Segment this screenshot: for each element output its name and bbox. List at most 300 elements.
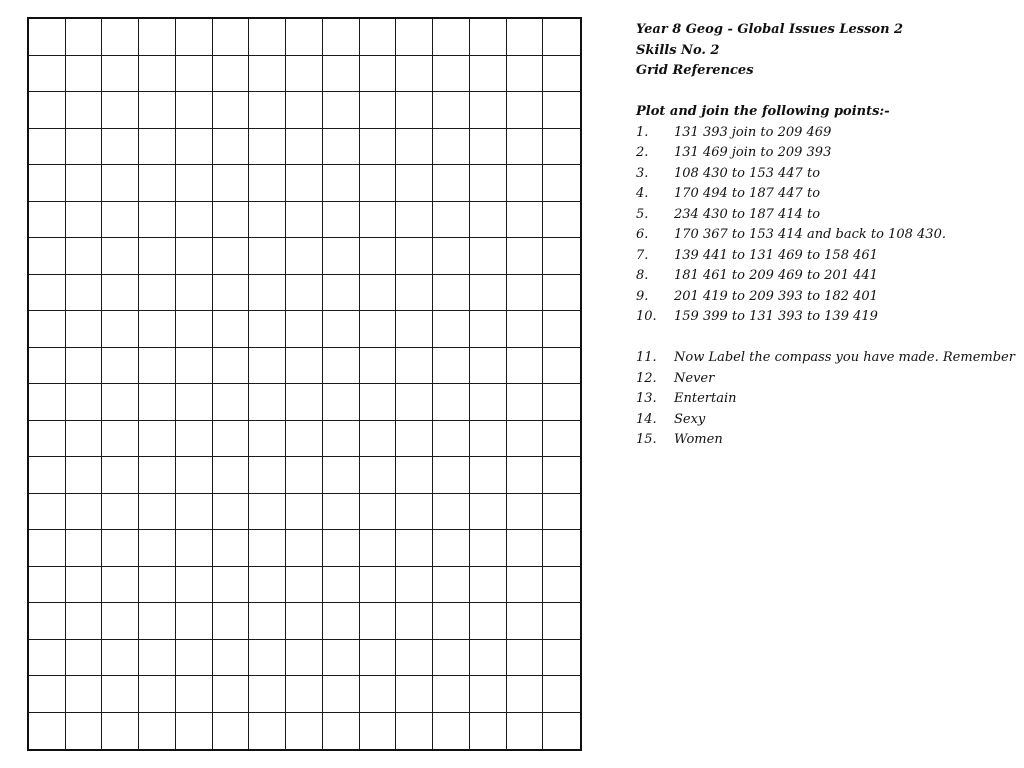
list-item <box>636 266 1016 287</box>
grid-cell <box>507 530 544 567</box>
grid-cell <box>102 640 139 677</box>
grid-cell <box>249 603 286 640</box>
grid-cell <box>323 238 360 275</box>
grid-cell <box>249 530 286 567</box>
grid-cell <box>360 713 397 750</box>
grid-cell <box>102 202 139 239</box>
topic-title: Grid References <box>636 63 754 78</box>
grid-cell <box>176 494 213 531</box>
item-number: 12. <box>636 370 657 386</box>
grid-cell <box>507 567 544 604</box>
grid-cell <box>176 530 213 567</box>
grid-cell <box>139 202 176 239</box>
grid-cell <box>396 275 433 312</box>
grid-cell <box>66 165 103 202</box>
grid-cell <box>249 348 286 385</box>
grid-cell <box>286 129 323 166</box>
grid-cell <box>102 165 139 202</box>
grid-cell <box>66 530 103 567</box>
item-text: 170 367 to 153 414 and back to 108 430. <box>674 227 946 242</box>
grid-cell <box>249 92 286 129</box>
grid-cell <box>507 384 544 421</box>
grid-cell <box>176 567 213 604</box>
grid-cell <box>29 238 66 275</box>
grid-cell <box>176 676 213 713</box>
grid-cell <box>102 311 139 348</box>
grid-cell <box>249 384 286 421</box>
grid-cell <box>213 56 250 93</box>
grid-cell <box>323 713 360 750</box>
grid-cell <box>543 384 580 421</box>
grid-cell <box>213 567 250 604</box>
grid-cell <box>29 567 66 604</box>
item-number: 10. <box>636 309 657 324</box>
grid-cell <box>102 56 139 93</box>
grid-cell <box>29 530 66 567</box>
grid-cell <box>433 129 470 166</box>
grid-cell <box>323 421 360 458</box>
grid-cell <box>249 202 286 239</box>
grid-cell <box>543 129 580 166</box>
grid-cell <box>249 457 286 494</box>
grid-cell <box>29 92 66 129</box>
grid-cell <box>139 530 176 567</box>
grid-cell <box>360 603 397 640</box>
grid-cell <box>470 676 507 713</box>
grid-cell <box>396 494 433 531</box>
grid-cell <box>433 713 470 750</box>
grid-cell <box>360 238 397 275</box>
grid-paper <box>27 17 582 751</box>
list-item <box>636 246 1016 267</box>
grid-cell <box>360 384 397 421</box>
grid-cell <box>470 348 507 385</box>
grid-cell <box>66 603 103 640</box>
grid-cell <box>176 311 213 348</box>
grid-cell <box>29 348 66 385</box>
grid-cell <box>213 384 250 421</box>
grid-cell <box>286 92 323 129</box>
list-item <box>636 123 1016 144</box>
grid-cell <box>213 311 250 348</box>
grid-cell <box>507 238 544 275</box>
grid-cell <box>396 238 433 275</box>
grid-cell <box>29 165 66 202</box>
grid-cell <box>507 494 544 531</box>
list-item <box>636 184 1016 205</box>
grid-cell <box>323 567 360 604</box>
list-item <box>636 307 1016 328</box>
grid-cell <box>360 275 397 312</box>
grid-cell <box>66 275 103 312</box>
grid-cell <box>66 202 103 239</box>
grid-cell <box>66 56 103 93</box>
grid-cell <box>66 676 103 713</box>
grid-cell <box>323 275 360 312</box>
list-item <box>636 225 1016 246</box>
grid-cell <box>433 56 470 93</box>
grid-cell <box>360 530 397 567</box>
grid-cell <box>543 567 580 604</box>
grid-cell <box>249 129 286 166</box>
grid-cell <box>433 384 470 421</box>
grid-cell <box>470 530 507 567</box>
grid-cell <box>323 165 360 202</box>
grid-cell <box>323 311 360 348</box>
grid-cell <box>249 567 286 604</box>
list-item <box>636 369 1016 390</box>
grid-cell <box>102 494 139 531</box>
grid-cell <box>286 384 323 421</box>
grid-cell <box>102 238 139 275</box>
grid-cell <box>286 530 323 567</box>
grid-cell <box>323 384 360 421</box>
grid-cell <box>396 92 433 129</box>
grid-cell <box>213 348 250 385</box>
grid-cell <box>286 202 323 239</box>
grid-cell <box>543 603 580 640</box>
plot-list <box>636 123 1016 328</box>
grid-cell <box>470 567 507 604</box>
grid-cell <box>66 421 103 458</box>
item-text: Women <box>674 432 723 447</box>
grid-cell <box>249 56 286 93</box>
list-item <box>636 348 1016 369</box>
item-text: 131 469 join to 209 393 <box>674 145 832 160</box>
item-text: 234 430 to 187 414 to <box>674 206 821 222</box>
grid-cell <box>396 19 433 56</box>
grid-cell <box>102 713 139 750</box>
grid-cell <box>176 19 213 56</box>
grid-cell <box>396 676 433 713</box>
grid-cell <box>507 421 544 458</box>
grid-cell <box>102 676 139 713</box>
grid-cell <box>433 275 470 312</box>
grid-cell <box>29 713 66 750</box>
grid-cell <box>470 19 507 56</box>
item-text: 159 399 to 131 393 to 139 419 <box>674 309 878 324</box>
item-number: 5. <box>636 206 649 222</box>
grid-cell <box>543 165 580 202</box>
grid-cell <box>286 19 323 56</box>
grid-cell <box>102 457 139 494</box>
grid-cell <box>29 640 66 677</box>
grid-cell <box>360 92 397 129</box>
grid-cell <box>543 311 580 348</box>
grid-cell <box>249 640 286 677</box>
grid-cell <box>543 202 580 239</box>
grid-cell <box>66 129 103 166</box>
grid-cell <box>507 275 544 312</box>
grid-cell <box>396 165 433 202</box>
grid-cell <box>29 457 66 494</box>
grid-cell <box>249 275 286 312</box>
grid-cell <box>323 457 360 494</box>
grid-cell <box>470 384 507 421</box>
grid-cell <box>543 92 580 129</box>
grid-cell <box>323 202 360 239</box>
grid-cell <box>213 19 250 56</box>
grid-cell <box>323 603 360 640</box>
list-item <box>636 287 1016 308</box>
grid-cell <box>543 238 580 275</box>
grid-cell <box>213 640 250 677</box>
grid-cell <box>29 56 66 93</box>
grid-cell <box>102 19 139 56</box>
instruction-heading: Plot and join the following points:- <box>636 104 890 119</box>
grid-cell <box>213 676 250 713</box>
item-text: Now Label the compass you have made. Remember <box>674 350 1015 365</box>
grid-cell <box>433 238 470 275</box>
item-number: 2. <box>636 145 649 160</box>
grid-cell <box>66 494 103 531</box>
grid-cell <box>507 56 544 93</box>
grid-cell <box>176 202 213 239</box>
item-number: 9. <box>636 288 649 304</box>
grid-cell <box>286 275 323 312</box>
grid-cell <box>102 421 139 458</box>
grid-cell <box>543 530 580 567</box>
grid-cell <box>213 713 250 750</box>
grid-cell <box>176 129 213 166</box>
list-item <box>636 143 1016 164</box>
item-text: Never <box>674 370 715 386</box>
grid-cell <box>360 202 397 239</box>
grid-cell <box>543 56 580 93</box>
grid-cell <box>176 640 213 677</box>
grid-cell <box>176 238 213 275</box>
grid-cell <box>66 713 103 750</box>
worksheet-text <box>636 20 1016 451</box>
grid-cell <box>360 348 397 385</box>
grid-cell <box>139 421 176 458</box>
grid-cell <box>139 494 176 531</box>
item-number: 11. <box>636 350 657 365</box>
grid-cell <box>507 676 544 713</box>
grid-cell <box>433 603 470 640</box>
grid-cell <box>139 165 176 202</box>
item-text: Entertain <box>674 391 737 406</box>
grid-cell <box>29 275 66 312</box>
grid-cell <box>360 676 397 713</box>
grid-cell <box>323 56 360 93</box>
grid-cell <box>102 348 139 385</box>
grid-cell <box>360 311 397 348</box>
grid-cell <box>66 92 103 129</box>
grid-cell <box>323 129 360 166</box>
grid-cell <box>29 19 66 56</box>
grid-cell <box>396 713 433 750</box>
item-number: 15. <box>636 432 657 447</box>
grid-cell <box>286 567 323 604</box>
grid-cell <box>213 421 250 458</box>
grid-cell <box>507 457 544 494</box>
grid-cell <box>396 567 433 604</box>
grid-cell <box>360 19 397 56</box>
grid-cell <box>396 129 433 166</box>
grid-cell <box>213 165 250 202</box>
grid-cell <box>396 202 433 239</box>
grid-cell <box>286 494 323 531</box>
item-number: 7. <box>636 247 649 263</box>
grid-cell <box>470 311 507 348</box>
grid-cell <box>543 713 580 750</box>
grid-cell <box>66 457 103 494</box>
grid-cell <box>396 530 433 567</box>
grid-cell <box>323 348 360 385</box>
grid-cell <box>249 676 286 713</box>
grid-cell <box>29 676 66 713</box>
grid-cell <box>102 530 139 567</box>
grid-cell <box>286 676 323 713</box>
grid-cell <box>507 19 544 56</box>
grid-cell <box>102 384 139 421</box>
grid-cell <box>433 494 470 531</box>
grid-cell <box>360 494 397 531</box>
grid-cell <box>323 19 360 56</box>
grid-cell <box>29 421 66 458</box>
grid-cell <box>66 348 103 385</box>
grid-cell <box>360 56 397 93</box>
item-number: 13. <box>636 391 657 406</box>
grid-cell <box>286 311 323 348</box>
grid-cell <box>543 19 580 56</box>
grid-cell <box>396 348 433 385</box>
grid-cell <box>507 202 544 239</box>
grid-cell <box>102 275 139 312</box>
grid-cell <box>66 640 103 677</box>
grid-cell <box>470 713 507 750</box>
spacer <box>636 328 1016 349</box>
item-number: 14. <box>636 411 657 427</box>
grid-cell <box>213 275 250 312</box>
grid-cell <box>360 567 397 604</box>
grid-cell <box>249 494 286 531</box>
grid-cell <box>249 238 286 275</box>
grid-cell <box>176 457 213 494</box>
grid-cell <box>176 384 213 421</box>
list-item <box>636 389 1016 410</box>
grid-cell <box>470 238 507 275</box>
grid-cell <box>543 676 580 713</box>
grid-cell <box>360 457 397 494</box>
grid-cell <box>507 640 544 677</box>
grid-cell <box>66 567 103 604</box>
grid-cell <box>66 19 103 56</box>
grid-cell <box>396 457 433 494</box>
grid-cell <box>433 92 470 129</box>
grid-cell <box>396 603 433 640</box>
grid-cell <box>323 530 360 567</box>
grid-cell <box>139 275 176 312</box>
grid-cell <box>470 275 507 312</box>
grid-cell <box>470 640 507 677</box>
grid-cell <box>249 165 286 202</box>
grid-cell <box>176 275 213 312</box>
grid-cell <box>470 457 507 494</box>
grid-cell <box>543 421 580 458</box>
worksheet-title: Year 8 Geog - Global Issues Lesson 2 <box>636 22 904 37</box>
item-text: 108 430 to 153 447 to <box>674 165 821 181</box>
grid-cell <box>139 640 176 677</box>
grid-cell <box>360 640 397 677</box>
grid-cell <box>433 348 470 385</box>
grid-cell <box>286 238 323 275</box>
grid-cell <box>323 640 360 677</box>
grid-cell <box>507 311 544 348</box>
grid-cell <box>29 129 66 166</box>
item-text: 131 393 join to 209 469 <box>674 124 832 140</box>
item-text: 170 494 to 187 447 to <box>674 186 821 201</box>
grid-cell <box>396 640 433 677</box>
grid-cell <box>66 311 103 348</box>
grid-cell <box>470 56 507 93</box>
grid-cell <box>323 92 360 129</box>
grid-cell <box>507 603 544 640</box>
grid-cell <box>139 348 176 385</box>
item-text: Sexy <box>674 411 706 427</box>
item-number: 4. <box>636 186 649 201</box>
grid-cell <box>176 56 213 93</box>
grid-cell <box>66 384 103 421</box>
grid-cell <box>213 92 250 129</box>
grid-cell <box>139 713 176 750</box>
grid-cell <box>507 713 544 750</box>
grid-cell <box>213 202 250 239</box>
spacer <box>636 82 1016 103</box>
grid-cell <box>249 19 286 56</box>
grid-cell <box>102 92 139 129</box>
grid-cell <box>543 275 580 312</box>
grid-cell <box>470 603 507 640</box>
list-item <box>636 430 1016 451</box>
item-number: 6. <box>636 227 649 242</box>
grid-cell <box>507 165 544 202</box>
grid-cell <box>433 640 470 677</box>
skills-number: Skills No. 2 <box>636 42 720 58</box>
grid-cell <box>396 311 433 348</box>
grid-cell <box>433 457 470 494</box>
grid-cell <box>176 421 213 458</box>
grid-cell <box>286 640 323 677</box>
grid-cell <box>470 202 507 239</box>
grid-cell <box>507 92 544 129</box>
item-number: 1. <box>636 124 649 140</box>
grid-cell <box>249 421 286 458</box>
grid-cell <box>139 92 176 129</box>
label-list <box>636 348 1016 451</box>
grid-cell <box>286 421 323 458</box>
item-number: 8. <box>636 268 649 283</box>
grid-cell <box>507 348 544 385</box>
grid-cell <box>360 129 397 166</box>
grid-cell <box>29 202 66 239</box>
grid-cell <box>433 421 470 458</box>
grid-cell <box>176 165 213 202</box>
grid-cell <box>139 457 176 494</box>
item-text: 201 419 to 209 393 to 182 401 <box>674 288 878 304</box>
grid-cell <box>323 676 360 713</box>
item-text: 139 441 to 131 469 to 158 461 <box>674 247 878 263</box>
grid-cell <box>213 457 250 494</box>
grid-cell <box>433 567 470 604</box>
grid-cell <box>249 311 286 348</box>
grid-cell <box>470 129 507 166</box>
grid-cell <box>433 165 470 202</box>
grid-cell <box>286 165 323 202</box>
grid-cell <box>29 603 66 640</box>
grid-cell <box>139 311 176 348</box>
